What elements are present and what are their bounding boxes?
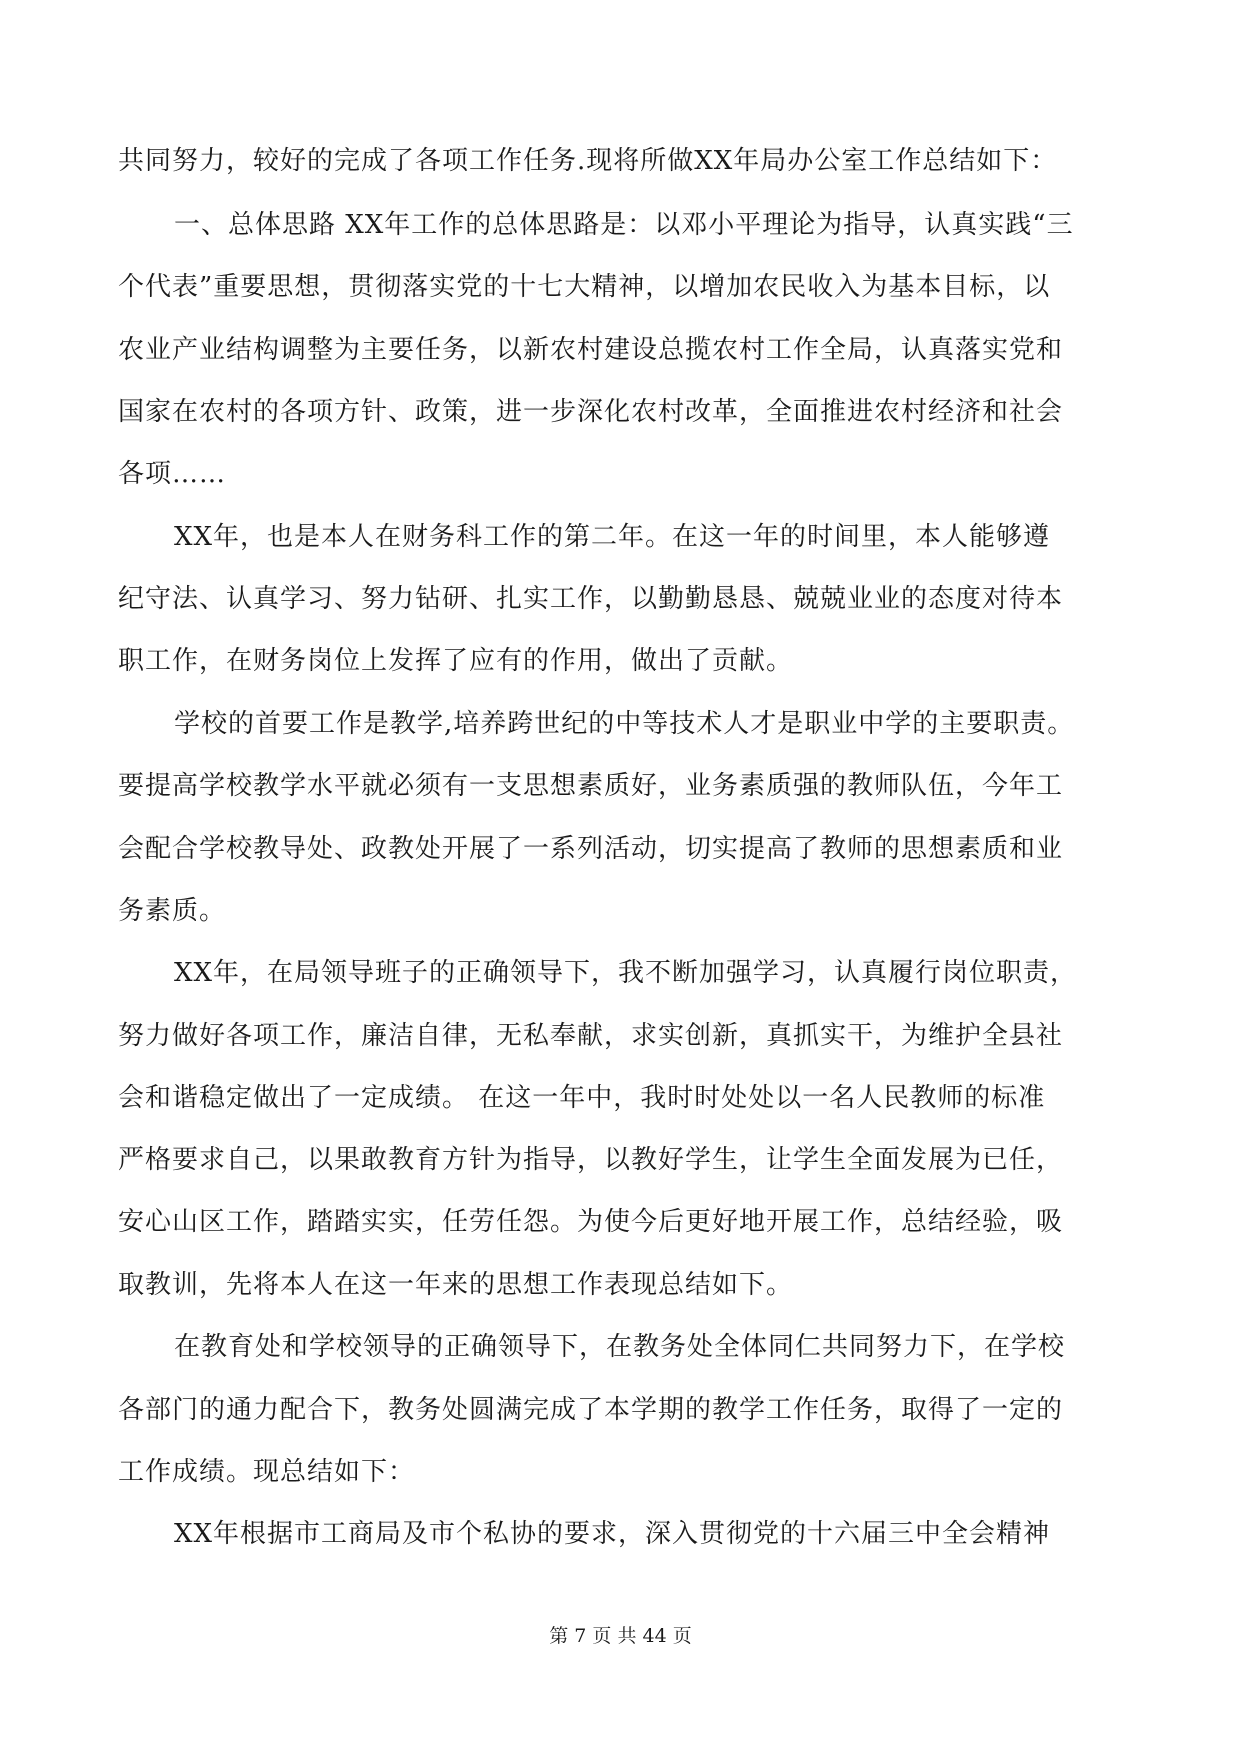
text-line: 会配合学校教导处、政教处开展了一系列活动，切实提高了教师的思想素质和业	[118, 834, 1064, 864]
text-line: 努力做好各项工作，廉洁自律，无私奉献，求实创新，真抓实干，为维护全县社	[118, 1021, 1064, 1051]
text-line: 严格要求自己，以果敢教育方针为指导，以教好学生，让学生全面发展为已任，	[118, 1145, 1064, 1175]
text-line: 在教育处和学校领导的正确领导下，在教务处全体同仁共同努力下，在学校	[174, 1332, 1066, 1362]
text-line: 各项……	[118, 459, 227, 489]
text-line: 要提高学校教学水平就必须有一支思想素质好，业务素质强的教师队伍，今年工	[118, 771, 1064, 801]
text-line: 务素质。	[118, 896, 227, 926]
text-line: 会和谐稳定做出了一定成绩。 在这一年中，我时时处处以一名人民教师的标准	[118, 1083, 1046, 1113]
text-line: 共同努力，较好的完成了各项工作任务.现将所做XX年局办公室工作总结如下：	[118, 146, 1058, 176]
text-line: 安心山区工作，踏踏实实，任劳任怨。为使今后更好地开展工作，总结经验，吸	[118, 1207, 1064, 1237]
text-line: 取教训，先将本人在这一年来的思想工作表现总结如下。	[118, 1270, 794, 1300]
text-line: 工作成绩。现总结如下：	[118, 1457, 416, 1487]
text-line: 一、总体思路 XX年工作的总体思路是：以邓小平理论为指导，认真实践“三	[174, 210, 1074, 240]
text-line: XX年，也是本人在财务科工作的第二年。在这一年的时间里，本人能够遵	[174, 522, 1051, 552]
text-line: 个代表”重要思想，贯彻落实党的十七大精神，以增加农民收入为基本目标，以	[118, 272, 1051, 302]
text-line: XX年根据市工商局及市个私协的要求，深入贯彻党的十六届三中全会精神	[174, 1519, 1051, 1549]
text-line: XX年，在局领导班子的正确领导下，我不断加强学习，认真履行岗位职责，	[174, 958, 1078, 988]
text-line: 纪守法、认真学习、努力钻研、扎实工作，以勤勤恳恳、兢兢业业的态度对待本	[118, 584, 1064, 614]
text-line: 国家在农村的各项方针、政策，进一步深化农村改革，全面推进农村经济和社会	[118, 397, 1064, 427]
text-line: 农业产业结构调整为主要任务，以新农村建设总揽农村工作全局，认真落实党和	[118, 335, 1064, 365]
page-number-footer: 第 7 页 共 44 页	[549, 1625, 692, 1647]
text-line: 各部门的通力配合下，教务处圆满完成了本学期的教学工作任务，取得了一定的	[118, 1395, 1064, 1425]
text-line: 职工作，在财务岗位上发挥了应有的作用，做出了贡献。	[118, 646, 794, 676]
text-line: 学校的首要工作是教学,培养跨世纪的中等技术人才是职业中学的主要职责。	[174, 709, 1075, 739]
